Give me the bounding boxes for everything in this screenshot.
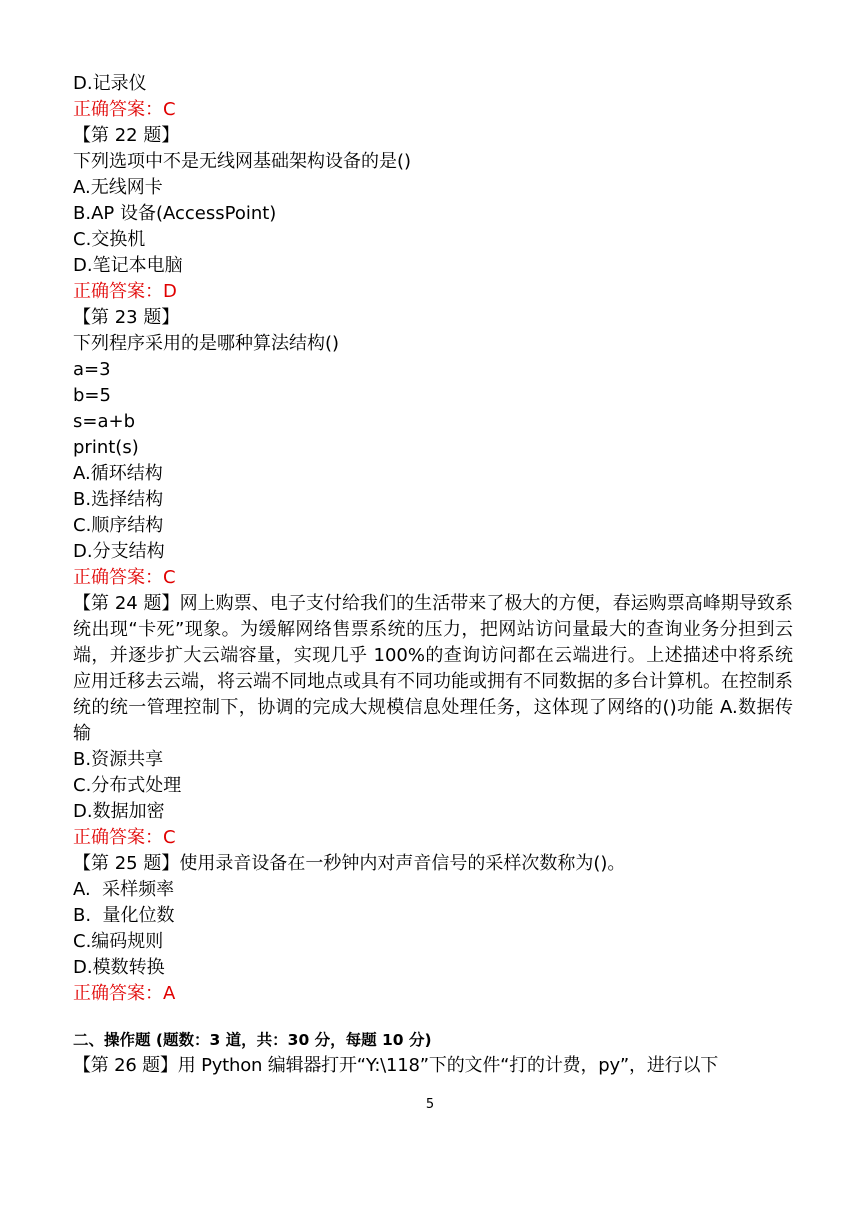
q23-option-c: C.顺序结构 bbox=[73, 515, 164, 536]
q25-option-d: D.模数转换 bbox=[73, 957, 165, 978]
q23-code-line-1: a=3 bbox=[73, 359, 111, 380]
q22-option-d: D.笔记本电脑 bbox=[73, 255, 183, 276]
q23-option-a: A.循环结构 bbox=[73, 463, 163, 484]
q23-option-b: B.选择结构 bbox=[73, 489, 164, 510]
q23-heading: 【第 23 题】 bbox=[73, 307, 180, 328]
q22-heading: 【第 22 题】 bbox=[73, 125, 180, 146]
q23-answer: 正确答案：C bbox=[73, 567, 176, 588]
q24-option-c: C.分布式处理 bbox=[73, 775, 182, 796]
q26-question-text: 【第 26 题】用 Python 编辑器打开“Y:\118”下的文件“打的计费，py”，进行以下 bbox=[73, 1055, 719, 1076]
q23-option-d: D.分支结构 bbox=[73, 541, 165, 562]
q25-option-a: A. 采样频率 bbox=[73, 879, 175, 900]
q24-option-d: D.数据加密 bbox=[73, 801, 165, 822]
section-2-title: 二、操作题 (题数：3 道，共：30 分，每题 10 分) bbox=[73, 1031, 432, 1049]
q25-option-b: B. 量化位数 bbox=[73, 905, 175, 926]
q22-stem: 下列选项中不是无线网基础架构设备的是() bbox=[73, 151, 412, 172]
page-number: 5 bbox=[425, 1097, 435, 1112]
q22-option-b: B.AP 设备(AccessPoint) bbox=[73, 203, 277, 224]
page-content bbox=[73, 71, 793, 1079]
q25-question-text: 【第 25 题】使用录音设备在一秒钟内对声音信号的采样次数称为()。 bbox=[73, 853, 626, 874]
q24-answer: 正确答案：C bbox=[73, 827, 176, 848]
q25-answer: 正确答案：A bbox=[73, 983, 176, 1004]
q24-option-b: B.资源共享 bbox=[73, 749, 164, 770]
q23-code-line-2: b=5 bbox=[73, 385, 111, 406]
q23-code-line-3: s=a+b bbox=[73, 411, 135, 432]
q22-answer: 正确答案：D bbox=[73, 281, 177, 302]
q22-option-a: A.无线网卡 bbox=[73, 177, 163, 198]
q21-option-d: D.记录仪 bbox=[73, 73, 147, 94]
q25-option-c: C.编码规则 bbox=[73, 931, 164, 952]
q23-stem: 下列程序采用的是哪种算法结构() bbox=[73, 333, 340, 354]
q24-question-text: 【第 24 题】网上购票、电子支付给我们的生活带来了极大的方便，春运购票高峰期导致系统出现“卡死”现象。为缓解网络售票系统的压力，把网站访问量最大的查询业务分担到云端，并逐步扩大云端容量，实现几乎 100%的查询访问都在云端进行。上述描述中将系统应用迁移去云端，将云端不同地点或具有不同功能或拥有不同数据的多台计算机。在控制系统的统一管理控制下，协调的完成大规模信息处理任务，这体现了网络的()功能 A.数据传输 bbox=[73, 593, 793, 744]
q23-code-line-4: print(s) bbox=[73, 437, 139, 458]
q21-answer: 正确答案：C bbox=[73, 99, 176, 120]
q22-option-c: C.交换机 bbox=[73, 229, 146, 250]
